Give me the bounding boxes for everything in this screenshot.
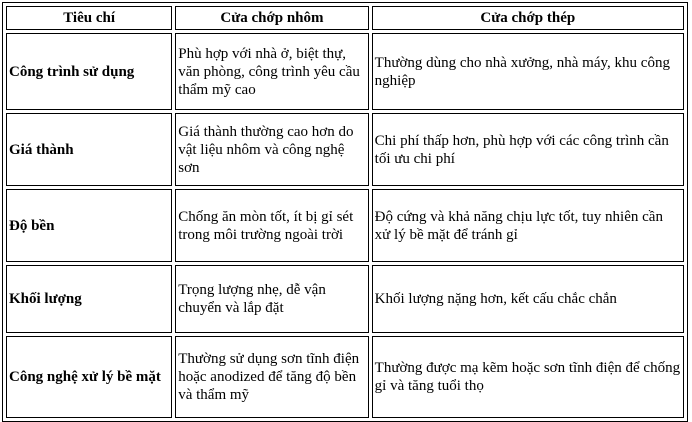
header-aluminum-shutter: Cửa chớp nhôm <box>175 6 368 30</box>
table-row <box>6 33 684 110</box>
table-row <box>6 189 684 262</box>
header-row <box>6 6 684 30</box>
criterion-cell: Giá thành <box>6 113 172 186</box>
table-row <box>6 265 684 333</box>
aluminum-cell: Phù hợp với nhà ở, biệt thự, văn phòng, công trình yêu cầu thẩm mỹ cao <box>175 33 368 110</box>
steel-cell: Độ cứng và khả năng chịu lực tốt, tuy nhiên cần xử lý bề mặt để tránh gỉ <box>372 189 684 262</box>
aluminum-cell: Trọng lượng nhẹ, dễ vận chuyển và lắp đặt <box>175 265 368 333</box>
aluminum-cell: Giá thành thường cao hơn do vật liệu nhôm và công nghệ sơn <box>175 113 368 186</box>
table-row <box>6 113 684 186</box>
header-criterion: Tiêu chí <box>6 6 172 30</box>
criterion-cell: Độ bền <box>6 189 172 262</box>
criterion-cell: Khối lượng <box>6 265 172 333</box>
steel-cell: Thường dùng cho nhà xưởng, nhà máy, khu công nghiệp <box>372 33 684 110</box>
criterion-cell: Công nghệ xử lý bề mặt <box>6 336 172 418</box>
criterion-cell: Công trình sử dụng <box>6 33 172 110</box>
steel-cell: Chi phí thấp hơn, phù hợp với các công trình cần tối ưu chi phí <box>372 113 684 186</box>
steel-cell: Thường được mạ kẽm hoặc sơn tĩnh điện để chống gỉ và tăng tuổi thọ <box>372 336 684 418</box>
header-steel-shutter: Cửa chớp thép <box>372 6 684 30</box>
steel-cell: Khối lượng nặng hơn, kết cấu chắc chắn <box>372 265 684 333</box>
aluminum-cell: Thường sử dụng sơn tĩnh điện hoặc anodized để tăng độ bền và thẩm mỹ <box>175 336 368 418</box>
table-row <box>6 336 684 418</box>
comparison-table <box>2 2 688 422</box>
aluminum-cell: Chống ăn mòn tốt, ít bị gỉ sét trong môi trường ngoài trời <box>175 189 368 262</box>
